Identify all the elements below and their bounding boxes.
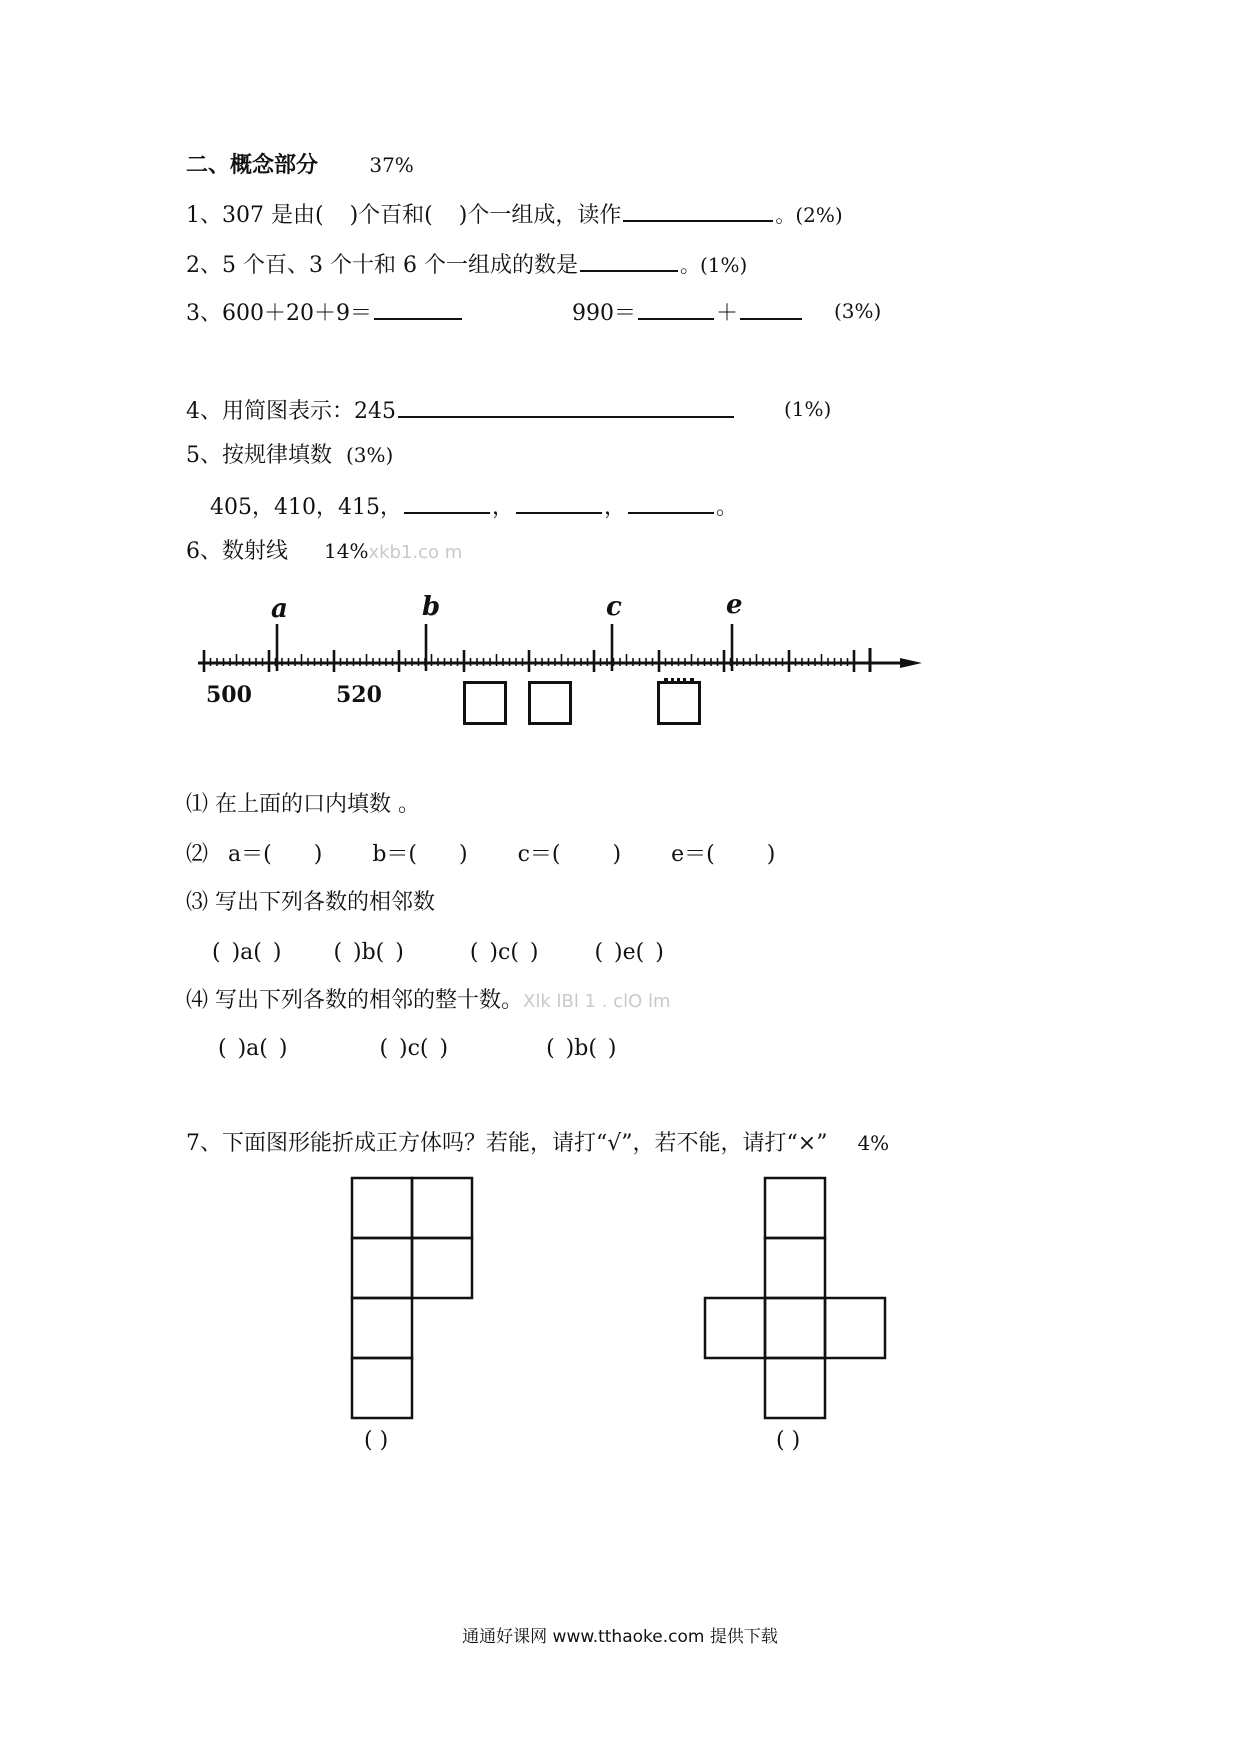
- q5-title: 5、按规律填数: [186, 443, 332, 468]
- section-title-text: 二、概念部分: [186, 152, 319, 178]
- q6-title: 6、数射线: [186, 539, 288, 564]
- q3-text-2: 990＝: [572, 301, 636, 326]
- q6-part-2: [186, 840, 775, 870]
- q3-plus: ＋: [716, 301, 739, 326]
- q6-p3-b: ( )b( ): [333, 940, 404, 965]
- q5-end: 。: [716, 495, 739, 520]
- ray-arrowhead: [900, 658, 922, 668]
- q5-seq-text: 405，410，415，: [210, 495, 402, 520]
- q5-comma-2: ，: [604, 495, 627, 520]
- q5-comma-1: ，: [491, 495, 514, 520]
- ray-label-e: e: [726, 590, 743, 620]
- q6-p2-b: b＝(: [372, 842, 417, 867]
- q6-p4-text: ⑷ 写出下列各数的相邻的整十数。: [186, 988, 523, 1013]
- section-percent: 37%: [369, 153, 414, 177]
- ray-tick-500: 500: [206, 682, 252, 708]
- q6-p3-e: ( )e( ): [594, 940, 664, 965]
- q7-title: 7、下面图形能折成正方体吗？若能，请打“√”，若不能，请打“×”: [186, 1131, 828, 1156]
- q6-p2-a-close: ): [313, 842, 323, 867]
- ray-label-b: b: [422, 592, 441, 622]
- q1-text-2: )个百和(: [349, 203, 433, 228]
- q6-p3-c: ( )c( ): [469, 940, 539, 965]
- q6-p4-c: ( )c( ): [379, 1036, 449, 1061]
- q1-text-1: 1、307 是由(: [186, 203, 324, 228]
- q6-percent: 14%: [324, 539, 369, 563]
- q6-part-2-num: ⑵: [186, 842, 209, 867]
- q2-text-1: 2、5 个百、3 个十和 6 个一组成的数是: [186, 253, 578, 278]
- q6-part-1: ⑴ 在上面的口内填数 。: [186, 792, 420, 817]
- ray-answer-box-2[interactable]: [528, 681, 572, 725]
- number-ray-svg: [0, 0, 1240, 760]
- q5-percent: (3%): [346, 443, 394, 467]
- q7-answer-2[interactable]: ( ): [776, 1428, 801, 1453]
- q6-watermark: xkb1.co m: [368, 542, 463, 563]
- q6-p3-a: ( )a( ): [212, 940, 282, 965]
- q6-p4-b: ( )b( ): [546, 1036, 617, 1061]
- number-ray: [0, 0, 1240, 760]
- ray-answer-box-1[interactable]: [463, 681, 507, 725]
- q6-part-3-row: [212, 938, 664, 968]
- q6-p2-b-close: ): [458, 842, 468, 867]
- q3-percent: (3%): [834, 299, 882, 323]
- q6-part-3: ⑶ 写出下列各数的相邻数: [186, 890, 435, 915]
- cube-net-2-svg: [703, 1176, 887, 1440]
- q4-percent: (1%): [784, 397, 832, 421]
- question-7: [186, 1128, 889, 1159]
- q6-p2-e: e＝(: [671, 842, 715, 867]
- q6-p2-a: a＝(: [228, 842, 272, 867]
- q6-p4-a: ( )a( ): [218, 1036, 288, 1061]
- q2-text-2: 。(1%): [679, 253, 748, 277]
- ray-answer-box-3[interactable]: [657, 681, 701, 725]
- q6-p2-e-close: ): [766, 842, 776, 867]
- q6-p2-c-close: ): [612, 842, 622, 867]
- q6-p2-c: c＝(: [517, 842, 561, 867]
- q6-part-4-row: [218, 1034, 616, 1064]
- ray-tick-520: 520: [336, 682, 382, 708]
- q3-text-1: 3、600＋20＋9＝: [186, 301, 372, 326]
- cube-net-1-svg: [350, 1176, 474, 1440]
- q1-text-3: )个一组成，读作: [458, 203, 622, 228]
- q6-p4-watermark: Xlk lBl 1 . clO lm: [523, 991, 671, 1012]
- q1-text-4: 。(2%): [775, 203, 843, 227]
- q7-percent: 4%: [857, 1131, 890, 1155]
- q6-part-4: [186, 986, 671, 1017]
- page-footer: 通通好课网 www.tthaoke.com 提供下载: [462, 1627, 778, 1647]
- ray-label-c: c: [606, 592, 622, 622]
- q4-text: 4、用简图表示：245: [186, 399, 396, 424]
- ray-label-a: a: [271, 594, 288, 624]
- q7-answer-1[interactable]: ( ): [364, 1428, 389, 1453]
